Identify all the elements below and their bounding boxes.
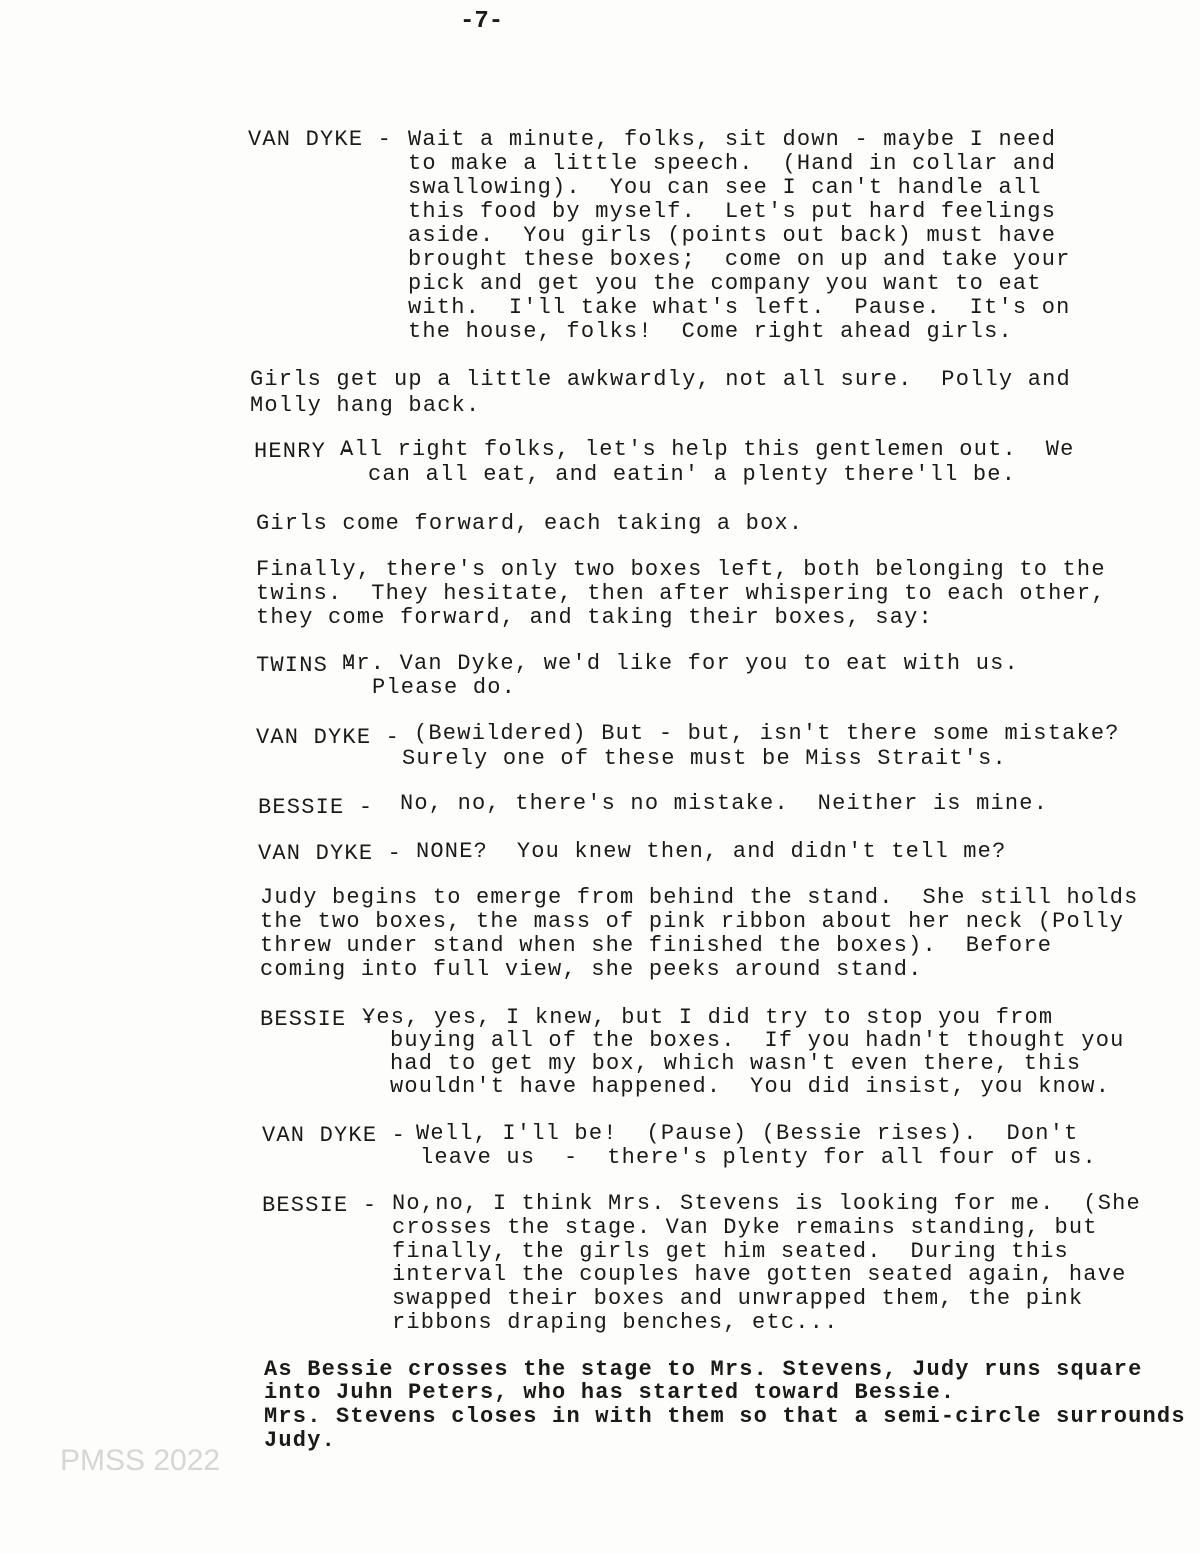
dialogue-line: swapped their boxes and unwrapped them, the pink <box>392 1286 1084 1311</box>
dialogue-line: crosses the stage. Van Dyke remains standing, but <box>392 1215 1098 1240</box>
speaker-label: HENRY - <box>254 439 355 464</box>
dialogue-line: NONE? You knew then, and didn't tell me? <box>416 839 1007 864</box>
stage-direction: Molly hang back. <box>250 393 481 418</box>
speaker-label: BESSIE - <box>258 795 374 820</box>
stage-direction: Finally, there's only two boxes left, both belonging to the <box>256 557 1106 582</box>
dialogue-line: with. I'll take what's left. Pause. It's on <box>408 295 1071 320</box>
dialogue-line: Please do. <box>372 675 517 700</box>
speaker-label: VAN DYKE - <box>262 1123 407 1148</box>
stage-direction: the two boxes, the mass of pink ribbon about her neck (Polly <box>260 909 1125 934</box>
stage-direction: Judy. <box>264 1428 337 1453</box>
stage-direction: Girls get up a little awkwardly, not all sure. Polly and <box>250 367 1071 392</box>
dialogue-line: aside. You girls (points out back) must have <box>408 223 1057 248</box>
dialogue-line: No, no, there's no mistake. Neither is mine. <box>400 791 1049 816</box>
dialogue-line: had to get my box, which wasn't even there, this <box>390 1051 1082 1076</box>
page-number: -7- <box>460 8 504 35</box>
speaker-label: VAN DYKE - <box>258 841 403 866</box>
dialogue-line: brought these boxes; come on up and take your <box>408 247 1071 272</box>
speaker-label: VAN DYKE - <box>256 725 401 750</box>
dialogue-line: Wait a minute, folks, sit down - maybe I need <box>408 127 1057 152</box>
dialogue-line: Yes, yes, I knew, but I did try to stop you from <box>362 1005 1054 1030</box>
dialogue-line: Well, I'll be! (Pause) (Bessie rises). Don't <box>416 1121 1079 1146</box>
dialogue-line: wouldn't have happened. You did insist, you know. <box>390 1074 1111 1099</box>
watermark: PMSS 2022 <box>60 1444 221 1477</box>
stage-direction: twins. They hesitate, then after whispering to each other, <box>256 581 1106 606</box>
stage-direction: Girls come forward, each taking a box. <box>256 511 804 536</box>
dialogue-line: No,no, I think Mrs. Stevens is looking for me. (She <box>392 1191 1141 1216</box>
speaker-label: BESSIE - <box>260 1007 376 1032</box>
dialogue-line: leave us - there's plenty for all four of us. <box>420 1145 1097 1170</box>
dialogue-line: interval the couples have gotten seated again, have <box>392 1262 1127 1287</box>
dialogue-line: the house, folks! Come right ahead girls. <box>408 319 1013 344</box>
speaker-label: BESSIE - <box>262 1193 378 1218</box>
dialogue-line: buying all of the boxes. If you hadn't thought you <box>390 1028 1125 1053</box>
stage-direction: As Bessie crosses the stage to Mrs. Stevens, Judy runs square <box>264 1357 1143 1382</box>
speaker-label: TWINS - <box>256 653 357 678</box>
dialogue-line: Mr. Van Dyke, we'd like for you to eat with us. <box>342 651 1019 676</box>
dialogue-line: to make a little speech. (Hand in collar and <box>408 151 1057 176</box>
stage-direction: into Juhn Peters, who has started toward Bessie. <box>264 1380 956 1405</box>
stage-direction: Mrs. Stevens closes in with them so that a semi-circle surrounds <box>264 1404 1186 1429</box>
dialogue-line: swallowing). You can see I can't handle all <box>408 175 1042 200</box>
stage-direction: threw under stand when she finished the boxes). Before <box>260 933 1053 958</box>
dialogue-line: All right folks, let's help this gentlemen out. We <box>340 437 1075 462</box>
dialogue-line: can all eat, and eatin' a plenty there'll be. <box>368 462 1017 487</box>
stage-direction: they come forward, and taking their boxes, say: <box>256 605 933 630</box>
stage-direction: Judy begins to emerge from behind the stand. She still holds <box>260 885 1139 910</box>
speaker-label: VAN DYKE - <box>248 127 393 152</box>
stage-direction: coming into full view, she peeks around stand. <box>260 957 923 982</box>
dialogue-line: (Bewildered) But - but, isn't there some mistake? <box>414 721 1120 746</box>
dialogue-line: ribbons draping benches, etc... <box>392 1310 839 1335</box>
dialogue-line: finally, the girls get him seated. During this <box>392 1239 1069 1264</box>
dialogue-line: pick and get you the company you want to eat <box>408 271 1042 296</box>
dialogue-line: Surely one of these must be Miss Strait's. <box>402 746 1007 771</box>
dialogue-line: this food by myself. Let's put hard feelings <box>408 199 1057 224</box>
